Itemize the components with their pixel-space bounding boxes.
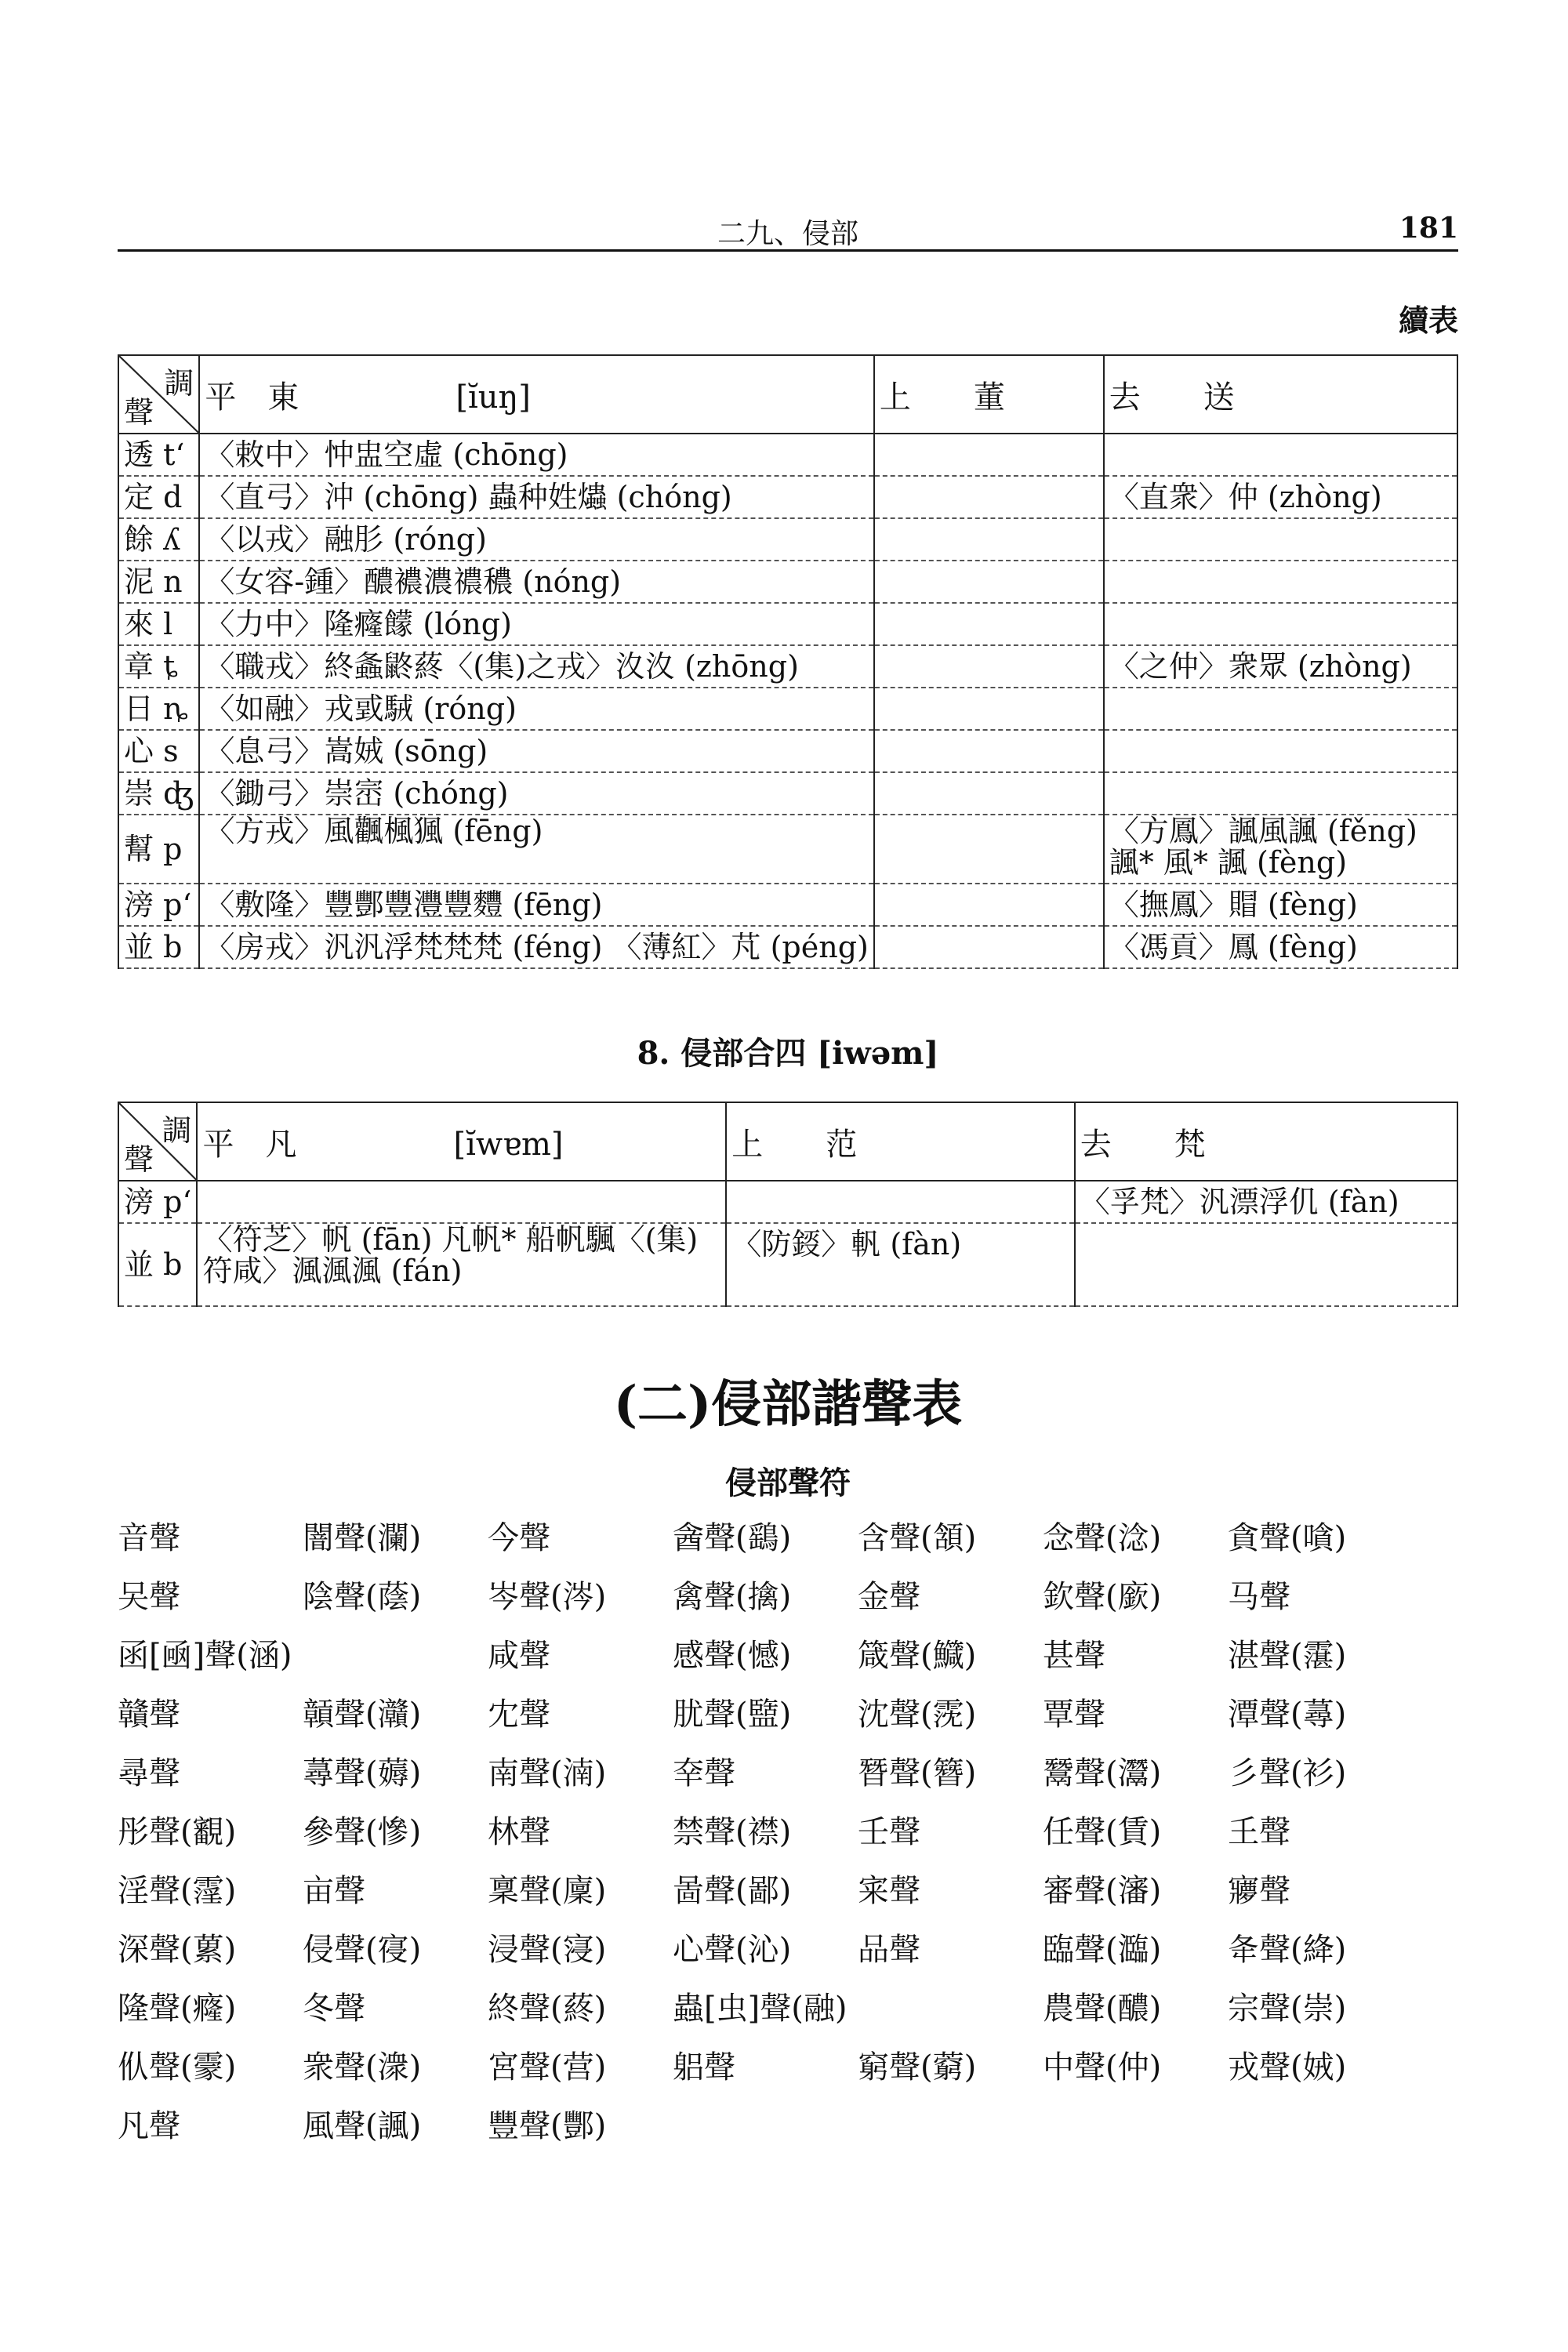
qu-cell: 〈馮貢〉鳳 (fèng): [1104, 926, 1457, 968]
phonetic-item: 宮聲(营): [488, 2049, 607, 2085]
phonetic-item: 衆聲(潨): [303, 2049, 422, 2085]
initial-cell: 餘 ʎ: [118, 518, 199, 561]
phonetic-item: 箴聲(鱵): [858, 1638, 977, 1674]
qu-cell: [1075, 1223, 1457, 1306]
table-row: [118, 1223, 1457, 1306]
shang-cell: [874, 688, 1104, 730]
phonetic-item: 冬聲: [303, 1991, 365, 2027]
phonetic-item: 贑聲(灨): [303, 1697, 422, 1733]
phonetic-item: 念聲(淰): [1043, 1520, 1162, 1556]
phonetic-item: 冘聲: [488, 1697, 550, 1733]
table-row: [118, 561, 1457, 603]
phonetic-item: 宷聲: [858, 1873, 920, 1909]
phonetic-item: 禽聲(擒): [673, 1579, 792, 1615]
header-shang: 上 董: [874, 355, 1104, 434]
initial-cell: 滂 p‘: [118, 884, 199, 926]
phonetic-item: 浸聲(寖): [488, 1932, 607, 1968]
initial-cell: 日 ȵ: [118, 688, 199, 730]
qu-cell: [1104, 730, 1457, 772]
corner-initial-label: 聲: [124, 395, 154, 430]
corner-cell: [118, 1102, 197, 1181]
phonetic-grid: [118, 1509, 1458, 2156]
phonetic-item: 含聲(頷): [858, 1520, 977, 1556]
qu-cell: 〈直衆〉仲 (zhòng): [1104, 476, 1457, 518]
phonetic-item: 宗聲(崇): [1228, 1991, 1347, 2027]
ping-cell: 〈敷隆〉豐酆豐灃豐麷 (fēng): [199, 884, 874, 926]
initial-cell: 章 ȶ: [118, 645, 199, 688]
phonetic-item: 凡聲: [118, 2108, 180, 2144]
shang-cell: [726, 1181, 1074, 1223]
phonetic-item: 欽聲(廞): [1043, 1579, 1162, 1615]
shang-cell: [874, 518, 1104, 561]
initial-cell: 透 t‘: [118, 434, 199, 476]
ping-cell: 〈息弓〉嵩娀 (sōng): [199, 730, 874, 772]
phonetic-item: 南聲(湳): [488, 1755, 607, 1791]
ping-cell: 〈方戎〉風飌楓猦 (fēng): [199, 815, 874, 884]
ping-cell: 〈直弓〉沖 (chōng) 蟲种姓爞 (chóng): [199, 476, 874, 518]
phonetic-item: 審聲(瀋): [1043, 1873, 1162, 1909]
phonetic-item: 甚聲: [1043, 1638, 1105, 1674]
phonetic-item: 躳聲: [673, 2049, 735, 2085]
phonetic-item: 彡聲(衫): [1228, 1755, 1347, 1791]
table-row: [118, 603, 1457, 645]
header-ping: 平 凡 [ĭwɐm]: [197, 1102, 726, 1181]
initial-cell: 崇 ʤ: [118, 772, 199, 815]
phonetic-item: 禁聲(襟): [673, 1814, 792, 1850]
shang-cell: [874, 561, 1104, 603]
ping-cell: 〈力中〉隆癃饛 (lóng): [199, 603, 874, 645]
initial-cell: 並 b: [118, 1223, 197, 1306]
header-qu: 去 送: [1104, 355, 1457, 434]
phonetic-item: 贛聲: [118, 1697, 180, 1733]
shang-cell: 〈防鋄〉軓 (fàn): [726, 1223, 1074, 1306]
phonetic-item: 淫聲(霪): [118, 1873, 237, 1909]
phonetic-item: 啚聲(鄙): [673, 1873, 792, 1909]
ping-cell: 〈以戎〉融肜 (róng): [199, 518, 874, 561]
table-row: [118, 476, 1457, 518]
initial-cell: 滂 p‘: [118, 1181, 197, 1223]
header-qu: 去 梵: [1075, 1102, 1457, 1181]
ping-cell: [197, 1181, 726, 1223]
ping-cell: 〈敕中〉忡盅空虛 (chōng): [199, 434, 874, 476]
shang-cell: [874, 730, 1104, 772]
qu-cell: 〈方鳳〉諷風諷 (fěng) 諷* 風* 諷 (fèng): [1104, 815, 1457, 884]
phonetic-item: 中聲(仲): [1043, 2049, 1162, 2085]
initial-cell: 心 s: [118, 730, 199, 772]
phonetic-item: 夅聲(絳): [1228, 1932, 1347, 1968]
phonetic-item: 稟聲(廩): [488, 1873, 607, 1909]
phonetic-item: 貪聲(嗿): [1228, 1520, 1347, 1556]
qu-cell: [1104, 772, 1457, 815]
phonetic-item: 品聲: [858, 1932, 920, 1968]
ping-cell: 〈女容-鍾〉醲襛濃禯穠 (nóng): [199, 561, 874, 603]
initial-cell: 泥 n: [118, 561, 199, 603]
phonetic-item: 隆聲(癃): [118, 1991, 237, 2027]
rhyme-table-fan: [118, 1102, 1458, 1307]
shang-cell: [874, 772, 1104, 815]
phonetic-item: 豐聲(酆): [488, 2108, 607, 2144]
phonetic-item: 林聲: [488, 1814, 550, 1850]
phonetic-item: 沈聲(霃): [858, 1697, 977, 1733]
initial-cell: 來 l: [118, 603, 199, 645]
phonetic-item: 岑聲(涔): [488, 1579, 607, 1615]
ping-cell: 〈房戎〉汎汎浮梵梵梵 (féng) 〈薄紅〉芃 (péng): [199, 926, 874, 968]
qu-cell: [1104, 603, 1457, 645]
phonetic-item: 函[凾]聲(涵): [118, 1638, 292, 1674]
ping-cell: 〈鋤弓〉崇崈 (chóng): [199, 772, 874, 815]
corner-tone-label: 調: [162, 1113, 192, 1148]
rhyme-table-dong: [118, 354, 1458, 969]
shang-cell: [874, 815, 1104, 884]
phonetic-item: 心聲(沁): [673, 1932, 792, 1968]
phonetic-item: 金聲: [858, 1579, 920, 1615]
phonetic-item: 參聲(慘): [303, 1814, 422, 1850]
table-row: [118, 1181, 1457, 1223]
phonetic-item: 陰聲(蔭): [303, 1579, 422, 1615]
table-row: [118, 688, 1457, 730]
initial-cell: 幫 p: [118, 815, 199, 884]
qu-cell: [1104, 518, 1457, 561]
phonetic-item: 鬵聲(灊): [1043, 1755, 1162, 1791]
corner-tone-label: 調: [164, 366, 194, 401]
phonetic-item: 覃聲: [1043, 1697, 1105, 1733]
phonetic-list-title: 侵部聲符: [725, 1465, 851, 1501]
table-header-row: [118, 1102, 1457, 1181]
ping-cell: 〈符芝〉帆 (fān) 凡帆* 船帆颿〈(集)符咸〉渢渢渢 (fán): [197, 1223, 726, 1306]
qu-cell: [1104, 434, 1457, 476]
phonetic-item: 壬聲: [858, 1814, 920, 1850]
phonetic-item: 咸聲: [488, 1638, 550, 1674]
phonetic-item: 马聲: [1228, 1579, 1290, 1615]
phonetic-item: 𡈼聲: [1228, 1814, 1290, 1850]
phonetic-item: [303, 1627, 488, 1686]
corner-initial-label: 聲: [124, 1142, 154, 1177]
big-section-title: (二)侵部諧聲表: [613, 1375, 963, 1434]
table-row: [118, 730, 1457, 772]
phonetic-item: 肬聲(盬): [673, 1697, 792, 1733]
continued-label: 續表: [1398, 303, 1458, 338]
table-row: [118, 518, 1457, 561]
header-shang: 上 范: [726, 1102, 1074, 1181]
shang-cell: [874, 476, 1104, 518]
phonetic-item: 終聲(蔠): [488, 1991, 607, 2027]
phonetic-item: 潭聲(蕁): [1228, 1697, 1347, 1733]
phonetic-item: 戎聲(娀): [1228, 2049, 1347, 2085]
phonetic-item: 湛聲(霮): [1228, 1638, 1347, 1674]
phonetic-item: 深聲(蔂): [118, 1932, 237, 1968]
chapter-title: 二九、侵部: [717, 218, 858, 250]
phonetic-item: 亩聲: [303, 1873, 365, 1909]
ping-cell: 〈如融〉戎戜駥 (róng): [199, 688, 874, 730]
phonetic-item: 尋聲: [118, 1755, 180, 1791]
header-ping: 平 東 [ĭuŋ]: [199, 355, 874, 434]
initial-cell: 並 b: [118, 926, 199, 968]
table-row: [118, 926, 1457, 968]
phonetic-item: 㐺聲(霥): [118, 2049, 237, 2085]
table-row: [118, 772, 1457, 815]
table-row: [118, 815, 1457, 884]
page-number: 181: [1399, 212, 1458, 245]
ping-cell: 〈職戎〉終螽鼨蔠〈(集)之戎〉汷汷 (zhōng): [199, 645, 874, 688]
phonetic-item: 感聲(憾): [673, 1638, 792, 1674]
running-header: [118, 212, 1458, 252]
phonetic-item: 蕁聲(薅): [303, 1755, 422, 1791]
phonetic-item: 今聲: [488, 1520, 550, 1556]
shang-cell: [874, 884, 1104, 926]
table-row: [118, 884, 1457, 926]
table-row: [118, 434, 1457, 476]
qu-cell: 〈之仲〉衆眾 (zhòng): [1104, 645, 1457, 688]
phonetic-item: 窮聲(藭): [858, 2049, 977, 2085]
qu-cell: 〈孚梵〉汎漂浮仉 (fàn): [1075, 1181, 1457, 1223]
shang-cell: [874, 603, 1104, 645]
shang-cell: [874, 926, 1104, 968]
phonetic-item: 㝱聲: [1228, 1873, 1290, 1909]
corner-cell: [118, 355, 199, 434]
phonetic-item: 朁聲(簪): [858, 1755, 977, 1791]
phonetic-item: 任聲(賃): [1043, 1814, 1162, 1850]
qu-cell: 〈撫鳳〉賵 (fèng): [1104, 884, 1457, 926]
phonetic-item: 酓聲(鷂): [673, 1520, 792, 1556]
phonetic-item: 㚔聲: [673, 1755, 735, 1791]
book-page: [118, 0, 1458, 2352]
phonetic-item: 㕦聲: [118, 1579, 180, 1615]
table-row: [118, 645, 1457, 688]
phonetic-item: 蟲[虫]聲(融): [673, 1991, 848, 2027]
phonetic-item: 風聲(諷): [303, 2108, 422, 2144]
phonetic-item: 彤聲(覾): [118, 1814, 237, 1850]
shang-cell: [874, 434, 1104, 476]
phonetic-item: 闇聲(瀾): [303, 1520, 422, 1556]
phonetic-item: 農聲(醲): [1043, 1991, 1162, 2027]
phonetic-item: 臨聲(瀶): [1043, 1932, 1162, 1968]
initial-cell: 定 d: [118, 476, 199, 518]
shang-cell: [874, 645, 1104, 688]
qu-cell: [1104, 561, 1457, 603]
qu-cell: [1104, 688, 1457, 730]
table-header-row: [118, 355, 1457, 434]
phonetic-item: 侵聲(寑): [303, 1932, 422, 1968]
section-title: 8. 侵部合四 [iwəm]: [637, 1035, 939, 1072]
phonetic-item: [858, 1980, 1043, 2038]
phonetic-item: 音聲: [118, 1520, 180, 1556]
